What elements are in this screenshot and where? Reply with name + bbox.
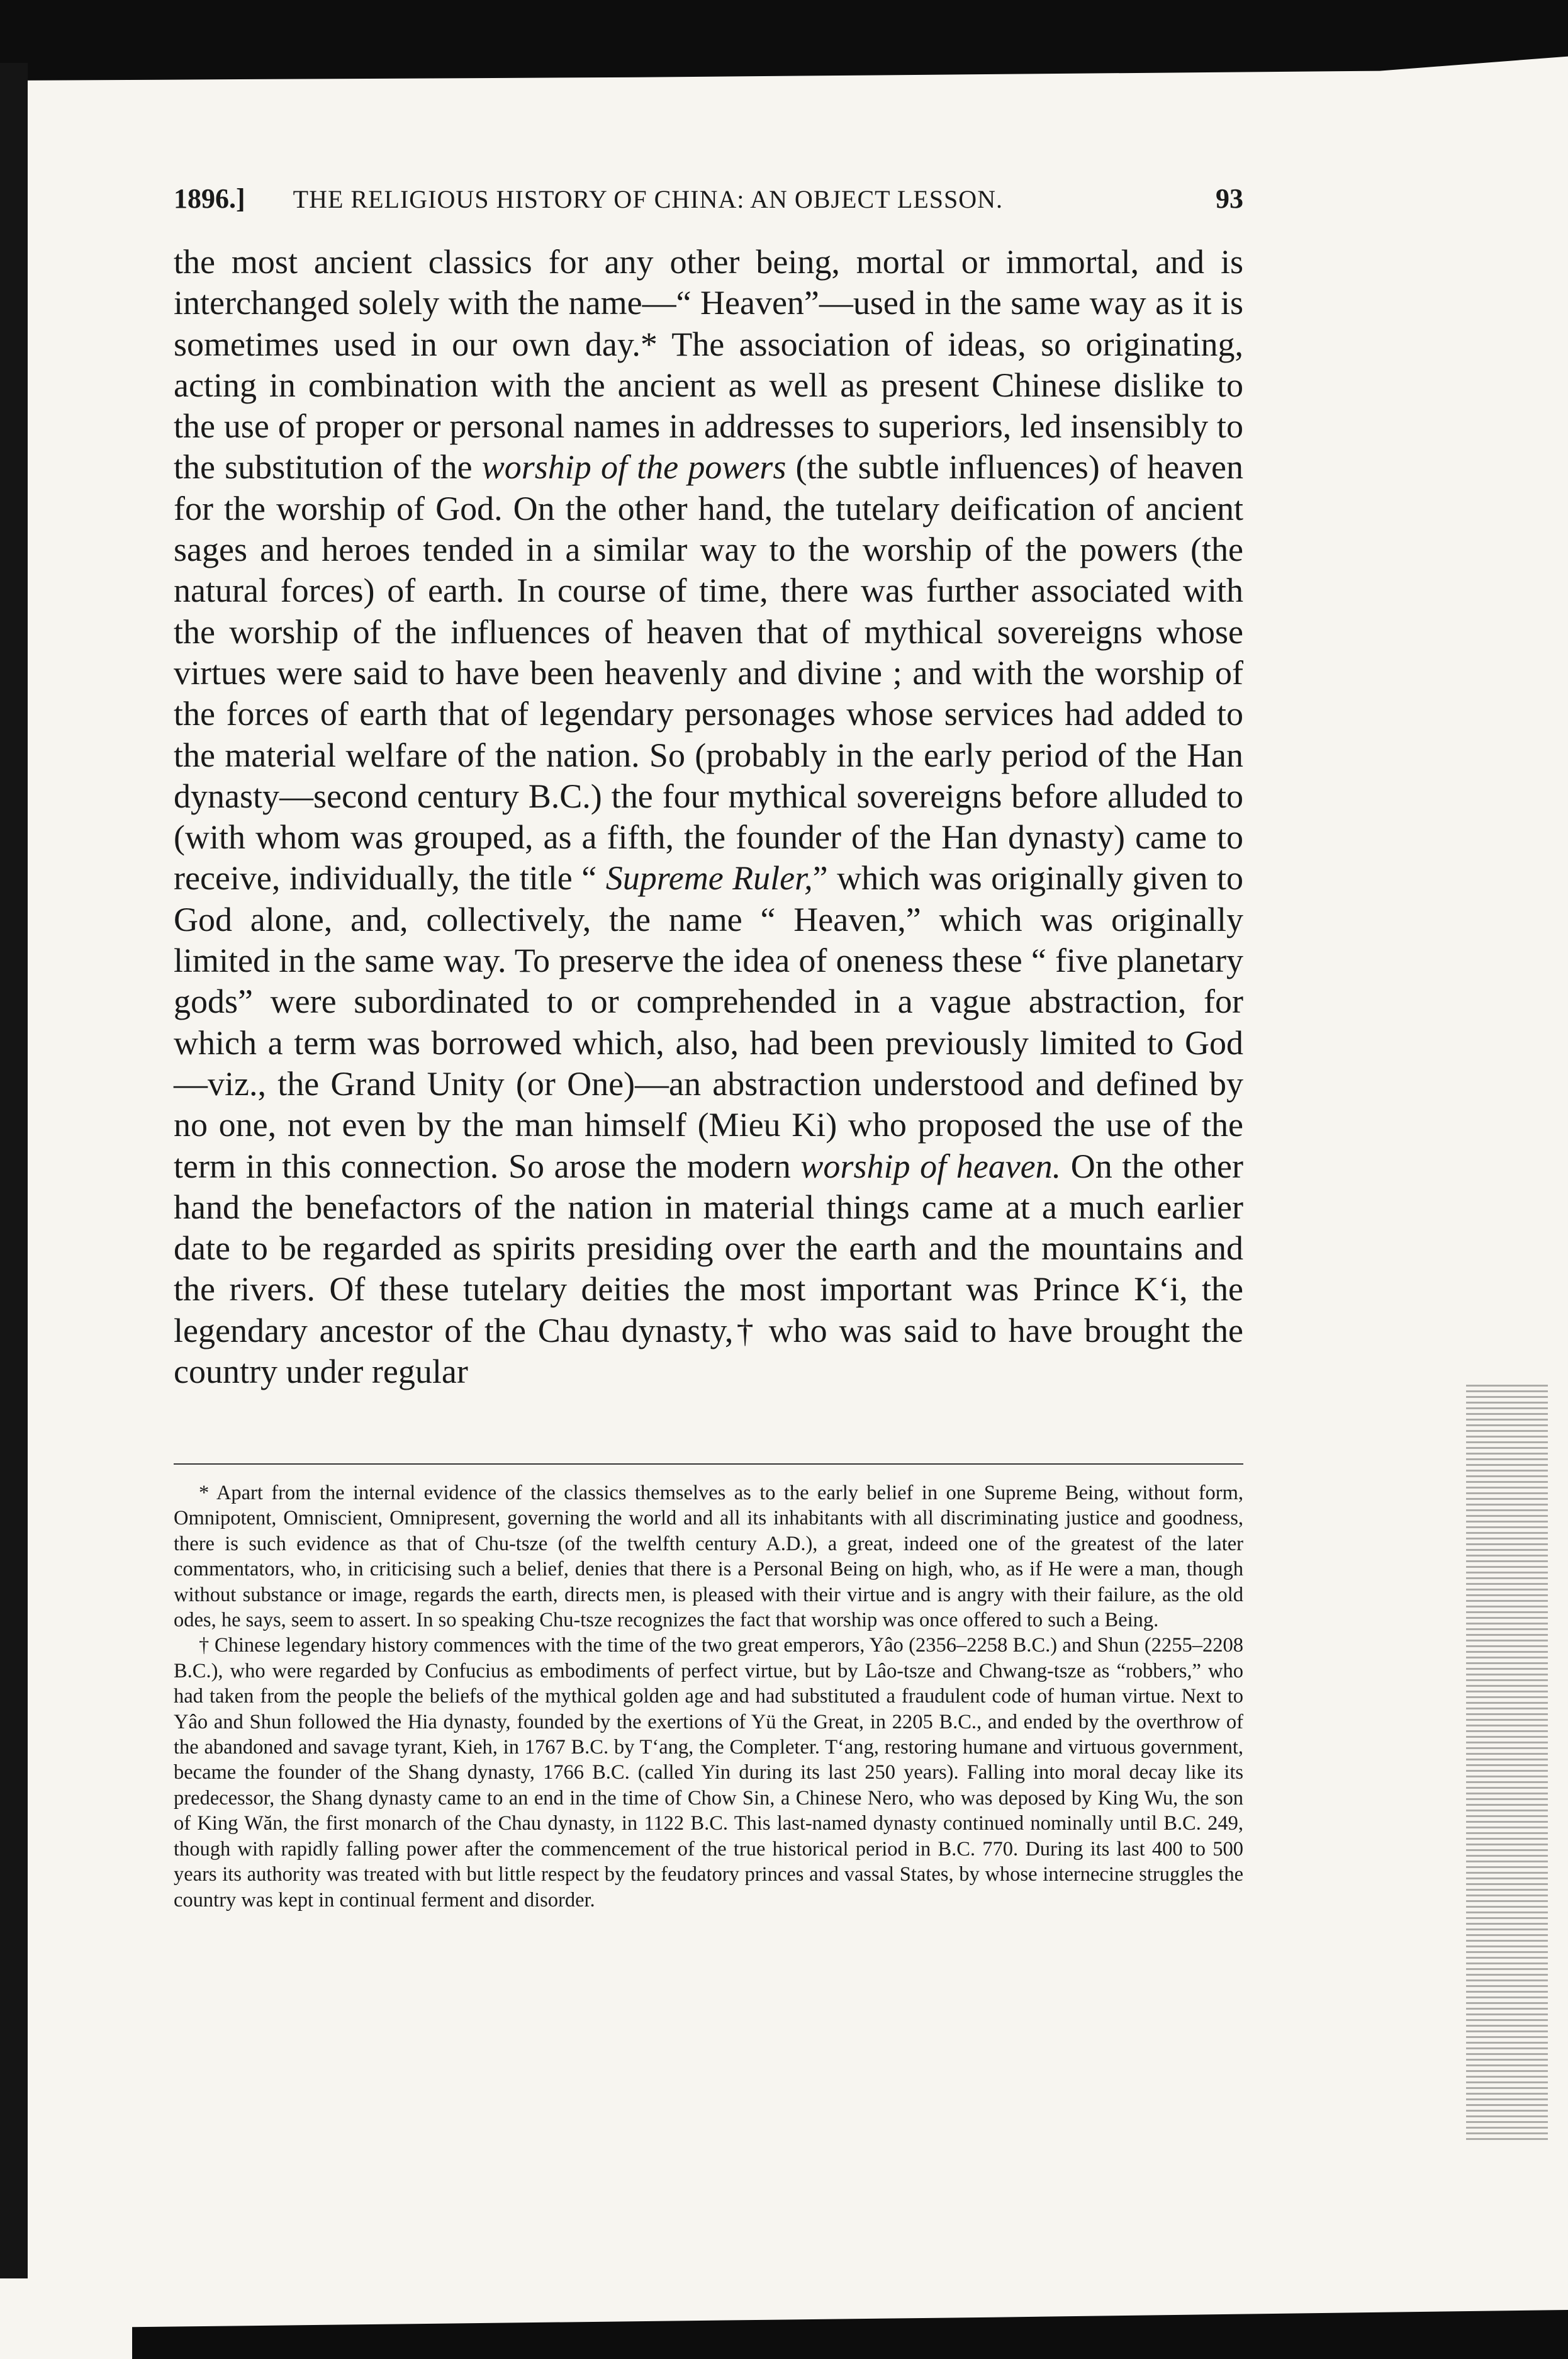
scan-border-top	[0, 0, 1568, 81]
scan-border-bottom	[132, 2310, 1568, 2359]
scan-border-left	[0, 63, 28, 2278]
footnote-divider	[174, 1463, 1243, 1465]
main-paragraph	[174, 242, 1243, 1392]
page-number: 93	[1216, 183, 1243, 214]
footnotes	[174, 1480, 1243, 1913]
header-year: 1896.]	[174, 183, 245, 214]
italic-run: Supreme Ruler,	[605, 859, 813, 898]
header-title: THE RELIGIOUS HISTORY OF CHINA: AN OBJECT LESSON.	[293, 185, 1003, 213]
text-run: On the other hand the benefactors of the nation in material things came at a much earlier date to be regarded as spirits presiding over the earth and the mountains and the rivers. Of these tutelary deities the most important was Prince K‘i, the legendary ancestor of the Chau dynasty,† who was said to have brought the country under regular	[174, 1147, 1243, 1391]
running-header	[174, 183, 1243, 220]
italic-run: worship of the powers	[481, 448, 787, 487]
text-run: ” which was originally given to God alone, and, collectively, the name “ Heaven,” which was originally limited in the same way. To preserve the idea of oneness these “ five planetary gods” were subordinated to or comprehended in a vague abstraction, for which a term was borrowed which, also, had been previously limited to God—viz., the Grand Unity (or One)—an abstraction understood and defined by no one, not even by the man himself (Mieu Ki) who proposed the use of the term in this connection. So arose the modern	[174, 859, 1244, 1185]
paragraph-text	[174, 242, 1243, 1392]
italic-run: worship of heaven.	[800, 1147, 1061, 1185]
footnote-1: * Apart from the internal evidence of the classics themselves as to the early belief in one Supreme Being, without form, Omnipotent, Omniscient, Omnipresent, governing the world and all its inhabitants with all discriminating justice and goodness, there is such evidence as that of Chu-tsze (of the twelfth century A.D.), a great, indeed one of the greatest of the later commentators, who, in criticising such a belief, denies that there is a Personal Being on high, who, as if He were a man, though without substance or image, regards the earth, directs men, is pleased with their virtue and is angry with their failure, as the old odes, he says, seem to assert. In so speaking Chu-tsze recognizes the fact that worship was once offered to such a Being.	[174, 1482, 1243, 1632]
text-run: the most ancient classics for any other being, mortal or immortal, and is interchanged solely with the name—“ Heaven”—used in the same way as it is sometimes used in our own day.* The association of ideas, so originating, acting in combination with the ancient as well as present Chinese dislike to the use of proper or personal names in addresses to superiors, led insensibly to the substitution of the	[174, 243, 1243, 487]
text-run: (the subtle influences) of heaven for the worship of God. On the other hand, the tutelary deification of ancient sages and heroes tended in a similar way to the worship of the powers (the natural forces) of earth. In course of time, there was further associated with the worship of the influences of heaven that of mythical sovereigns whose virtues were said to have been heavenly and divine ; and with the worship of the forces of earth that of legendary personages whose services had added to the material welfare of the nation. So (probably in the early period of the Han dynasty—second century B.C.) the four mythical sovereigns before alluded to (with whom was grouped, as a fifth, the founder of the Han dynasty) came to receive, individually, the title “	[174, 448, 1244, 898]
scan-noise-right	[1466, 1385, 1548, 2140]
footnote-2: † Chinese legendary history commences with the time of the two great emperors, Yâo (2356–2258 B.C.) and Shun (2255–2208 B.C.), who were regarded by Confucius as embodiments of perfect virtue, but by Lâo-tsze and Chwang-tsze as “robbers,” who had taken from the people the beliefs of the mythical golden age and had substituted a fraudulent code of human virtue. Next to Yâo and Shun followed the Hia dynasty, founded by the exertions of Yü the Great, in 2205 B.C., and ended by the overthrow of the abandoned and savage tyrant, Kieh, in 1767 B.C. by T‘ang, the Completer. T‘ang, restoring humane and virtuous government, became the founder of the Shang dynasty, 1766 B.C. (called Yin during its last 250 years). Falling into moral decay like its predecessor, the Shang dynasty came to an end in the time of Chow Sin, a Chinese Nero, who was deposed by King Wu, the son of King Wăn, the first monarch of the Chau dynasty, in 1122 B.C. This last-named dynasty continued nominally until B.C. 249, though with rapidly falling power after the commencement of the true historical period in B.C. 770. During its last 400 to 500 years its authority was treated with but little respect by the feudatory princes and vassal States, by whose internecine struggles the country was kept in continual ferment and disorder.	[174, 1634, 1243, 1911]
